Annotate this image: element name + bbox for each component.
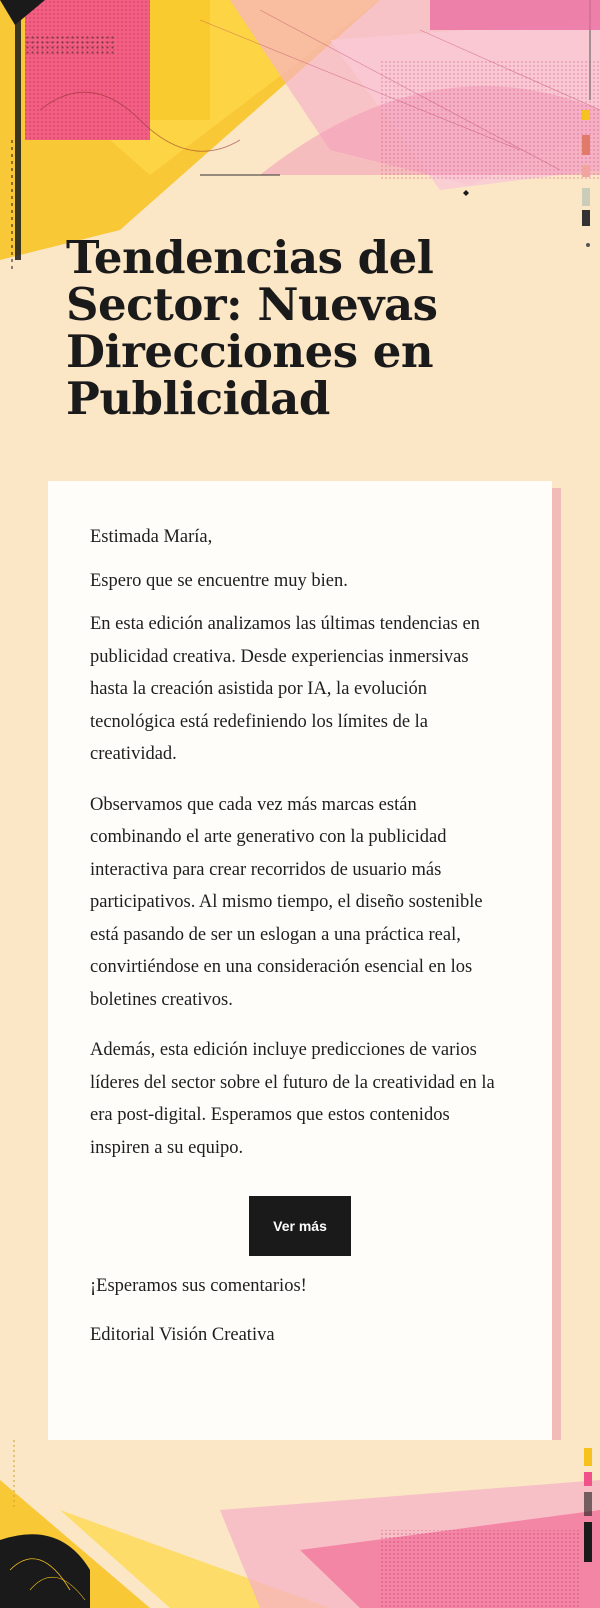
footer-collage-image (0, 1440, 600, 1608)
page-title: Tendencias del Sector: Nuevas Direcciones en Publicidad (66, 231, 438, 425)
cta-container (90, 1196, 510, 1256)
body-paragraph: En esta edición analizamos las últimas tendencias en publicidad creativa. Desde experiencias inmersivas hasta la creación asistida por IA, la evolución tecnológica está redefiniendo los límites de la creatividad. (90, 614, 480, 764)
signature-text: Editorial Visión Creativa (90, 1324, 275, 1345)
letter-card (48, 481, 552, 1448)
body-paragraph: Además, esta edición incluye predicciones de varios líderes del sector sobre el futuro de la creatividad en la era post-digital. Esperamos que estos contenidos inspiren a su equipo. (90, 1040, 495, 1158)
see-more-button[interactable]: Ver más (249, 1196, 351, 1256)
closing-text: ¡Esperamos sus comentarios! (90, 1276, 307, 1296)
opening-text: Espero que se encuentre muy bien. (90, 570, 348, 591)
greeting-text: Estimada María, (90, 527, 213, 547)
body-paragraph: Observamos que cada vez más marcas están combinando el arte generativo con la publicidad interactiva para crear recorridos de usuario más participativos. Al mismo tiempo, el diseño sostenible está pasando de ser un eslogan a una práctica real, convirtiéndose en una consideración esencial en los boletines creativos. (90, 794, 483, 1010)
